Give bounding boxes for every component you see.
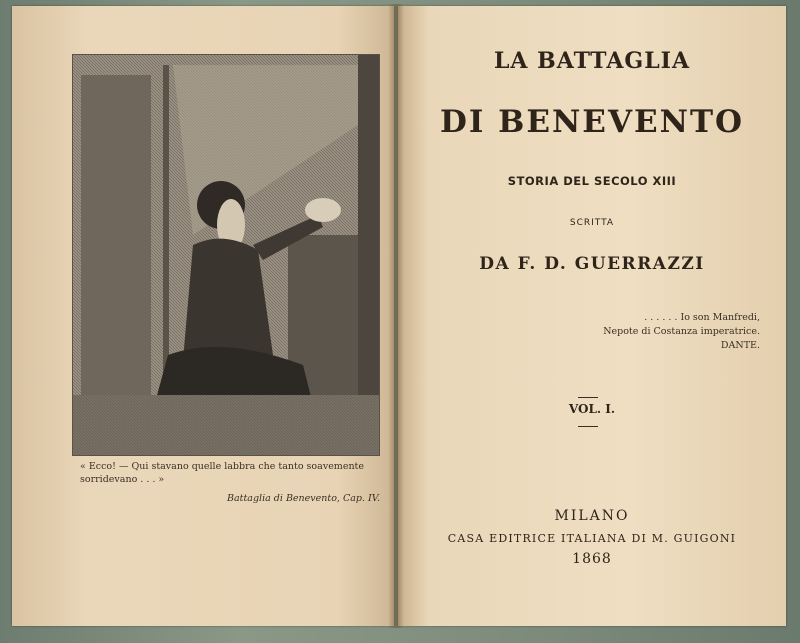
divider-bottom (578, 426, 598, 427)
caption-source: Battaglia di Benevento, Cap. IV. (227, 493, 380, 504)
epigraph (590, 311, 760, 353)
volume-label: VOL. I. (568, 402, 616, 416)
epigraph-line: . . . . . . Io son Manfredi, (644, 312, 760, 323)
illustration-caption (80, 460, 380, 505)
epigraph-line: Nepote di Costanza imperatrice. (603, 326, 760, 337)
title-line-1: LA BATTAGLIA (493, 48, 691, 74)
author: DA F. D. GUERRAZZI (479, 254, 705, 274)
title-line-2: DI BENEVENTO (439, 104, 745, 140)
engraving-illustration (72, 54, 380, 456)
publisher-city: MILANO (554, 508, 630, 524)
publication-year: 1868 (572, 551, 612, 567)
subtitle: STORIA DEL SECOLO XIII (507, 174, 677, 188)
epigraph-attribution: DANTE. (720, 340, 760, 351)
publisher-name: CASA EDITRICE ITALIANA DI M. GUIGONI (447, 532, 737, 545)
caption-line: sorridevano . . . » (80, 474, 165, 485)
caption-line: « Ecco! — Qui stavano quelle labbra che tanto soavemente (80, 461, 364, 472)
written-by: SCRITTA (569, 218, 615, 228)
divider-top (578, 397, 598, 398)
